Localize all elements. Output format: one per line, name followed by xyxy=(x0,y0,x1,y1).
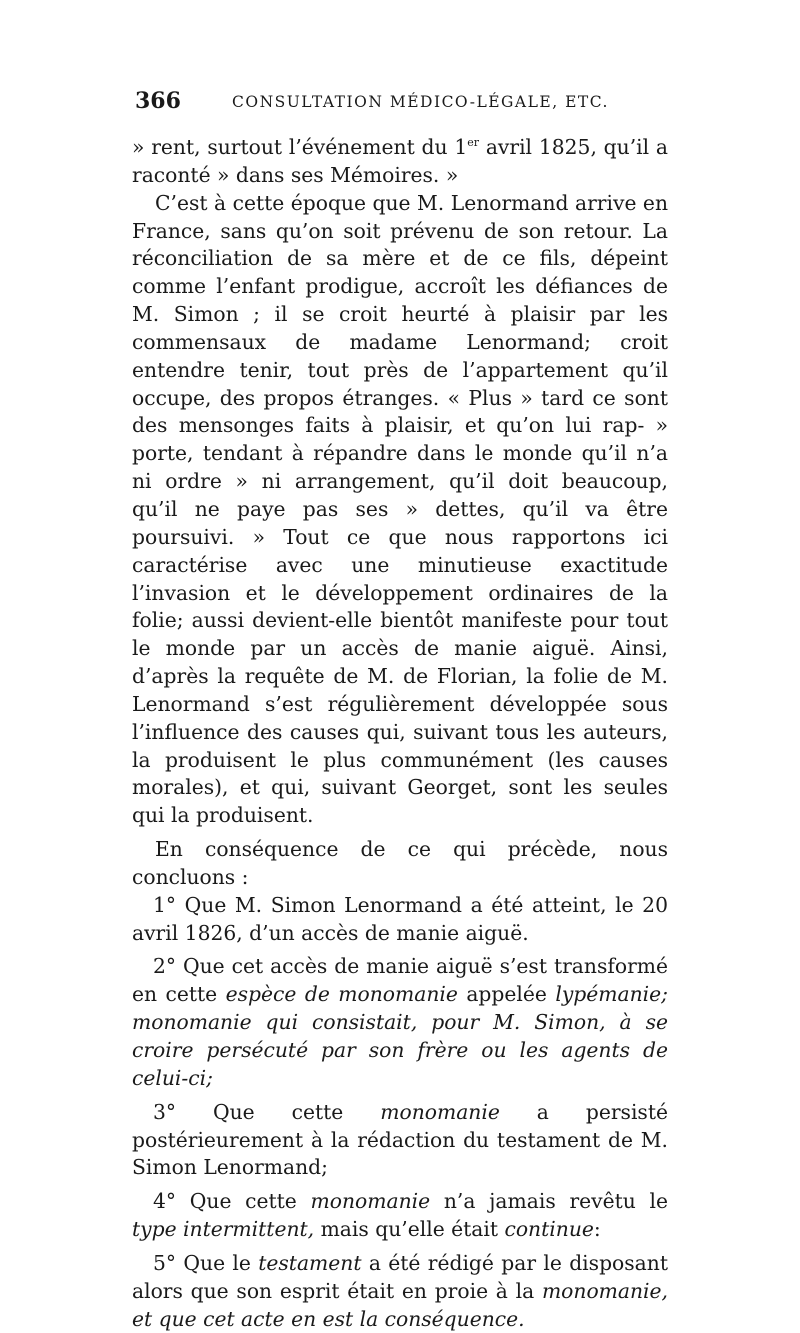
conclusion-3: 3° Que cette monomanie a persisté postérieurement à la rédaction du testament de M. Simon Lenormand; xyxy=(132,1099,668,1180)
running-title: CONSULTATION MÉDICO-LÉGALE, ETC. xyxy=(232,93,609,111)
body-text xyxy=(132,134,668,1333)
paragraph-narrative: C’est à cette époque que M. Lenormand arrive en France, sans qu’on soit prévenu de son retour. La réconciliation de sa mère et de ce fils, dépeint comme l’enfant prodigue, accroît les défiances de M. Simon ; il se croit heurté à plaisir par les commensaux de madame Lenormand; croit entendre tenir, tout près de l’appartement qu’il occupe, des propos étranges. « Plus » tard ce sont des mensonges faits à plaisir, et qu’on lui rap- » porte, tendant à répandre dans le monde qu’il n’a ni ordre » ni arrangement, qu’il doit beaucoup, qu’il ne paye pas ses » dettes, qu’il va être poursuivi. » Tout ce que nous rapportons ici caractérise avec une minutieuse exactitude l’invasion et le développement ordinaires de la folie; aussi devient-elle bientôt manifeste pour tout le monde par un accès de manie aiguë. Ainsi, d’après la requête de M. de Florian, la folie de M. Lenormand s’est régulièrement développée sous l’influence des causes qui, suivant tous les auteurs, la produisent le plus communément (les causes morales), et qui, suivant Georget, sont les seules qui la produisent. xyxy=(132,190,668,828)
conclusion-4: 4° Que cette monomanie n’a jamais revêtu le type intermittent, mais qu’elle était continue: xyxy=(132,1189,669,1242)
conclusion-1: 1° Que M. Simon Lenormand a été atteint, le 20 avril 1826, d’un accès de manie aiguë. xyxy=(132,892,668,945)
conclusion-2: 2° Que cet accès de manie aiguë s’est transformé en cette espèce de monomanie appelée lypémanie; monomanie qui consistait, pour M. Simon, à se croire persécuté par son frère ou les agents de celui-ci; xyxy=(132,954,668,1090)
page-number: 366 xyxy=(135,88,181,114)
paragraph-conclusion-intro: En conséquence de ce qui précède, nous concluons : xyxy=(132,837,668,889)
quote-continuation: » rent, surtout l’événement du 1er avril 1825, qu’il a raconté » dans ses Mémoires. » xyxy=(132,135,669,187)
page-header xyxy=(135,88,665,118)
ordinal-superscript: er xyxy=(467,136,480,150)
conclusion-5: 5° Que le testament a été rédigé par le disposant alors que son esprit était en proie à la monomanie, et que cet acte en est la conséquence. xyxy=(132,1250,668,1331)
